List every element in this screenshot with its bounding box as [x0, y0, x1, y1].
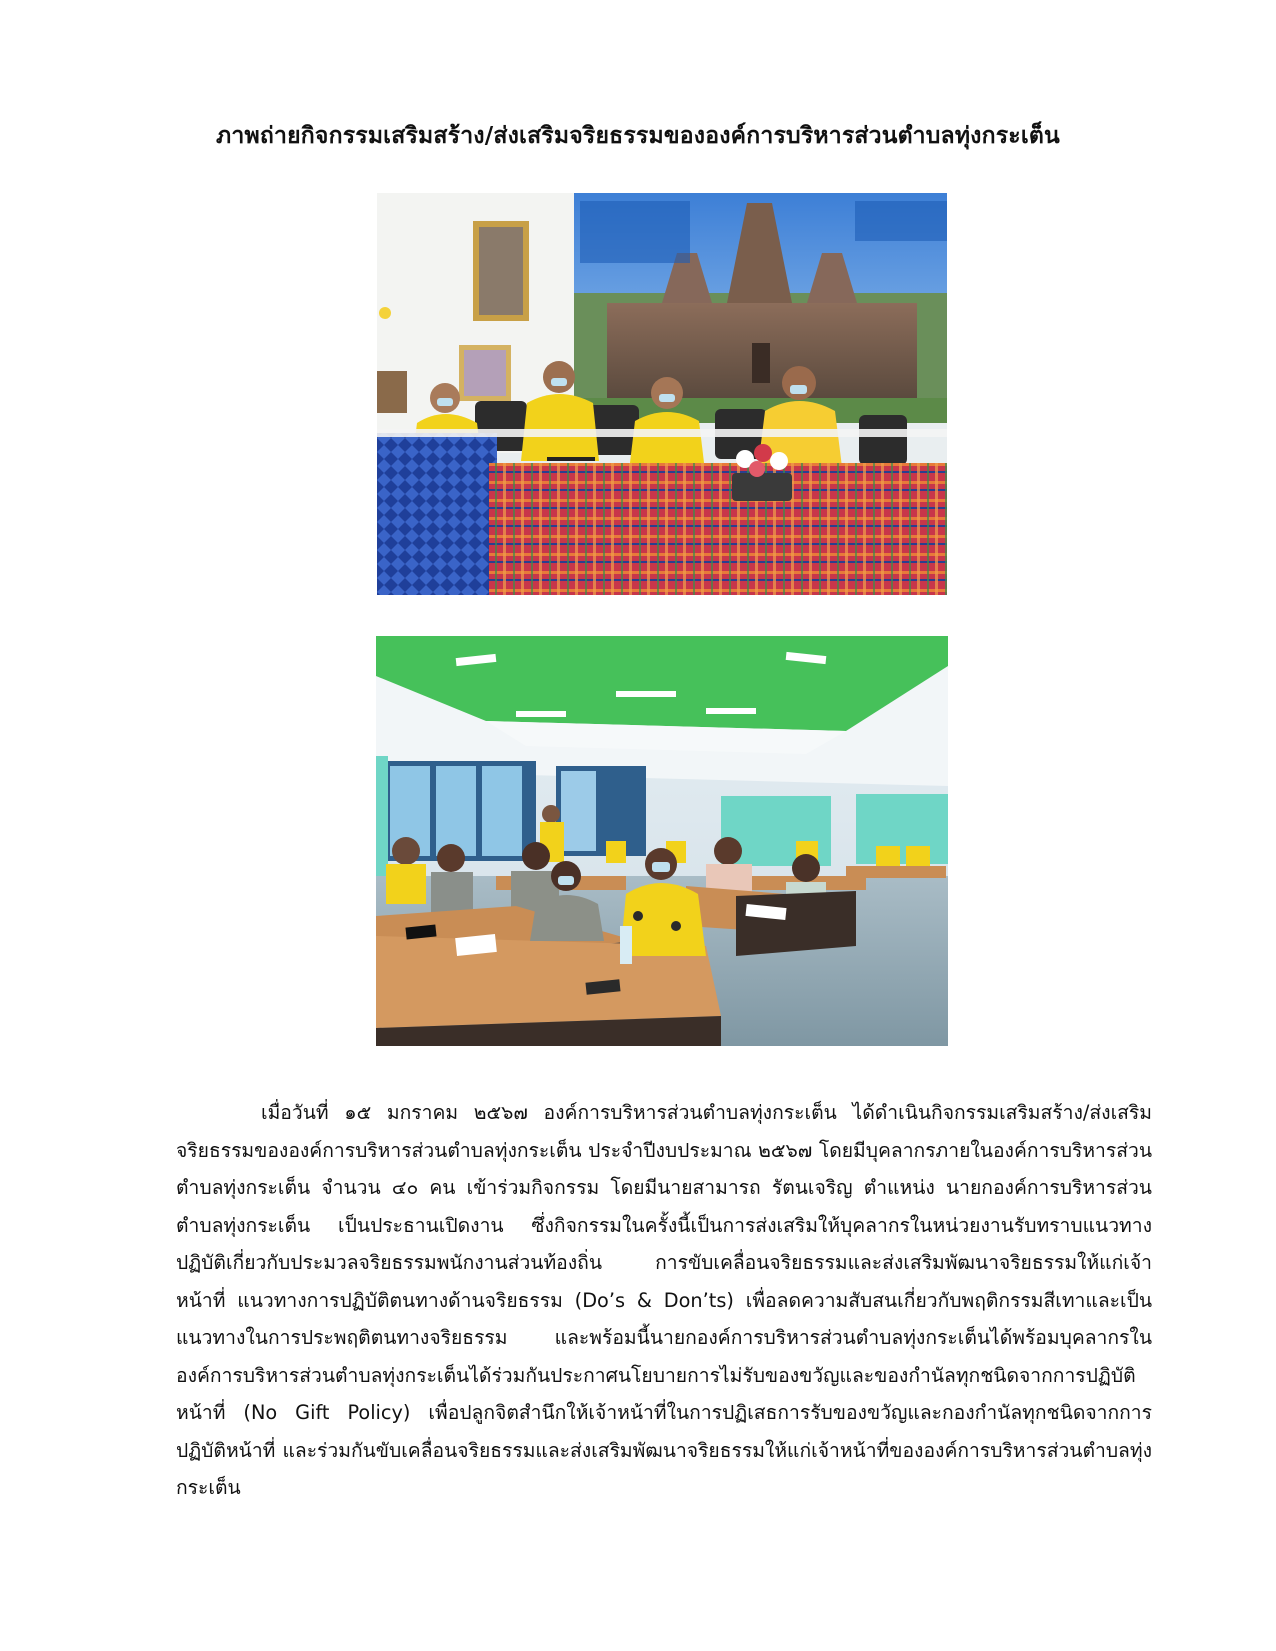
- activity-paragraph: เมื่อวันที่ ๑๕ มกราคม ๒๕๖๗ องค์การบริหารส่วนตำบลทุ่งกระเต็น ได้ดำเนินกิจกรรมเสริมสร้าง/ส่งเสริมจริยธรรมขององค์การบริหารส่วนตำบลทุ่งกระเต็น ประจำปีงบประมาณ ๒๕๖๗ โดยมีบุคลากรภายในองค์การบริหารส่วนตำบลทุ่งกระเต็น จำนวน ๔๐ คน เข้าร่วมกิจกรรม โดยมีนายสามารถ รัตนเจริญ ตำแหน่ง นายกองค์การบริหารส่วนตำบลทุ่งกระเต็น เป็นประธานเปิดงาน ซึ่งกิจกรรมในครั้งนี้เป็นการส่งเสริมให้บุคลากรในหน่วยงานรับทราบแนวทางปฏิบัติเกี่ยวกับประมวลจริยธรรมพนักงานส่วนท้องถิ่น การขับเคลื่อนจริยธรรมและส่งเสริมพัฒนาจริยธรรมให้แก่เจ้าหน้าที่ แนวทางการปฏิบัติตนทางด้านจริยธรรม (Do’s & Don’ts) เพื่อลดความสับสนเกี่ยวกับพฤติกรรมสีเทาและเป็นแนวทางในการประพฤติตนทางจริยธรรม และพร้อมนี้นายกองค์การบริหารส่วนตำบลทุ่งกระเต็นได้พร้อมบุคลากรในองค์การบริหารส่วนตำบลทุ่งกระเต็นได้ร่วมกันประกาศนโยบายการไม่รับของขวัญและของกำนัลทุกชนิดจากการปฏิบัติหน้าที่ (No Gift Policy) เพื่อปลูกจิตสำนึกให้เจ้าหน้าที่ในการปฏิเสธการรับของขวัญและกองกำนัลทุกชนิดจากการปฏิบัติหน้าที่ และร่วมกันขับเคลื่อนจริยธรรมและส่งเสริมพัฒนาจริยธรรมให้แก่เจ้าหน้าที่ขององค์การบริหารส่วนตำบลทุ่งกระเต็น: [176, 1101, 1152, 1499]
- photo-officials-at-table: [377, 193, 947, 595]
- photo-meeting-room-attendees: [376, 636, 948, 1046]
- activity-description: [176, 1094, 1152, 1507]
- page-title: ภาพถ่ายกิจกรรมเสริมสร้าง/ส่งเสริมจริยธรรมขององค์การบริหารส่วนตำบลทุ่งกระเต็น: [216, 123, 1060, 149]
